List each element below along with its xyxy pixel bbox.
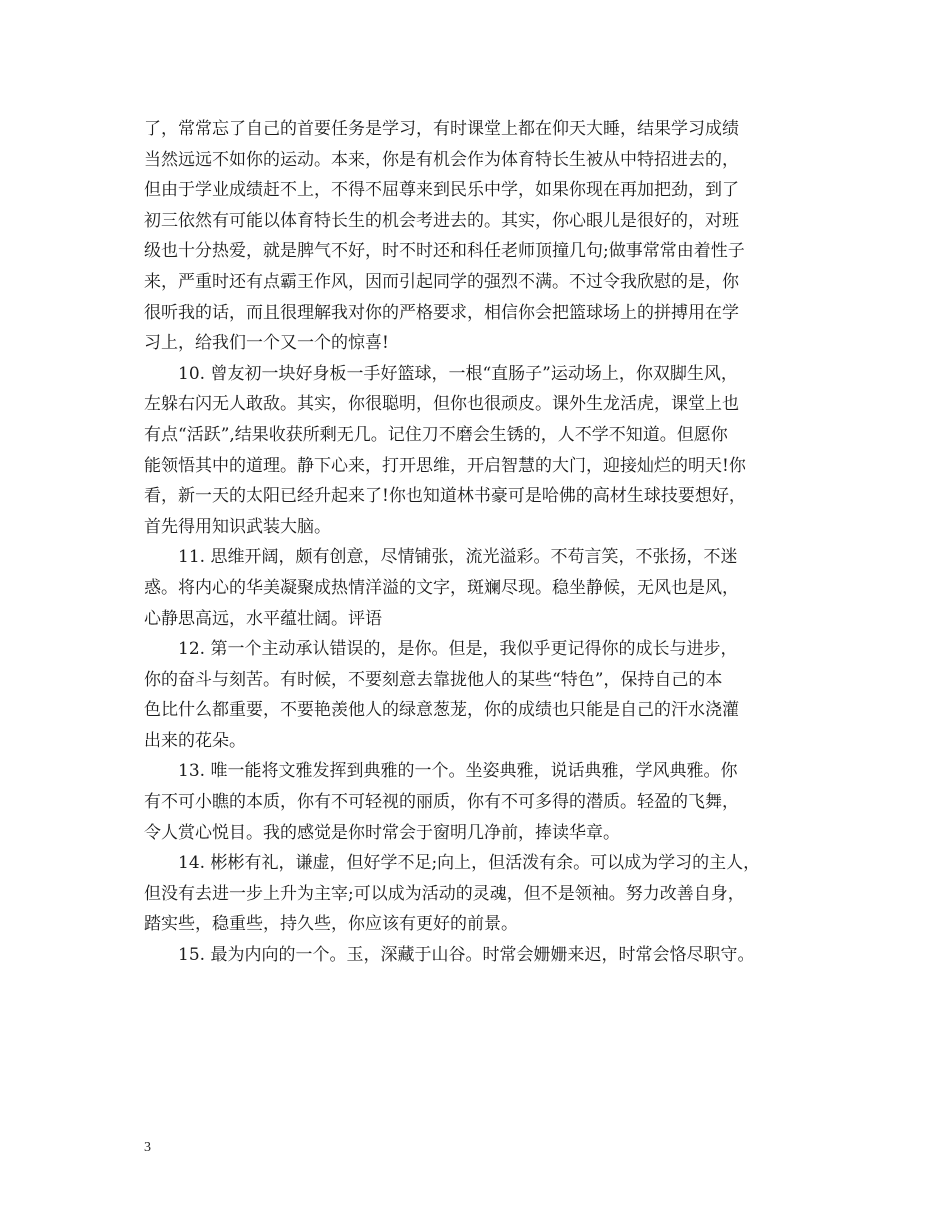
- page-number: 3: [144, 1140, 151, 1155]
- text-line: 但没有去进一步上升为主宰;可以成为活动的灵魂，但不是领袖。努力改善自身，: [144, 883, 745, 904]
- text-line: 惑。将内心的华美凝聚成热情洋溢的文字，斑斓尽现。稳坐静候，无风也是风，: [144, 577, 739, 598]
- text-line: 来，严重时还有点霸王作风，因而引起同学的强烈不满。不过令我欣慰的是，你: [144, 271, 739, 292]
- text-line: 了，常常忘了自己的首要任务是学习，有时课堂上都在仰天大睡，结果学习成绩: [144, 119, 739, 139]
- text-line: 级也十分热爱，就是脾气不好，时不时还和科任老师顶撞几句;做事常常由着性子: [144, 241, 745, 262]
- text-line: 能领悟其中的道理。静下心来，打开思维，开启智慧的大门，迎接灿烂的明天!你: [144, 455, 746, 476]
- text-line: 令人赏心悦目。我的感觉是你时常会于窗明几净前，捧读华章。: [144, 822, 620, 843]
- text-line: 当然远远不如你的运动。本来，你是有机会作为体育特长生被从中特招进去的，: [144, 149, 739, 170]
- text-line: 15. 最为内向的一个。玉，深藏于山谷。时常会姗姗来迟，时常会恪尽职守。: [178, 945, 755, 966]
- text-line: 初三依然有可能以体育特长生的机会考进去的。其实，你心眼儿是很好的，对班: [144, 210, 739, 231]
- document-body: [144, 114, 828, 971]
- text-line: 但由于学业成绩赶不上，不得不屈尊来到民乐中学，如果你现在再加把劲，到了: [144, 180, 739, 201]
- text-line: 心静思高远，水平蕴壮阔。评语: [144, 608, 382, 629]
- text-line: 习上，给我们一个又一个的惊喜!: [144, 333, 389, 354]
- text-line: 有不可小瞧的本质，你有不可轻视的丽质，你有不可多得的潜质。轻盈的飞舞，: [144, 792, 739, 813]
- text-line: 首先得用知识武装大脑。: [144, 516, 331, 537]
- text-line: 左躲右闪无人敢敌。其实，你很聪明，但你也很顽皮。课外生龙活虎，课堂上也: [144, 394, 739, 415]
- text-line: 12. 第一个主动承认错误的，是你。但是，我似乎更记得你的成长与进步，: [178, 639, 738, 660]
- text-line: 很听我的话，而且很理解我对你的严格要求，相信你会把篮球场上的拼搏用在学: [144, 302, 739, 323]
- text-line: 11. 思维开阔，颇有创意，尽情铺张，流光溢彩。不苟言笑，不张扬，不迷: [178, 547, 738, 568]
- text-line: 14. 彬彬有礼，谦虚，但好学不足;向上，但活泼有余。可以成为学习的主人，: [178, 853, 761, 874]
- text-line: 10. 曾友初一块好身板一手好篮球，一根“直肠子”运动场上，你双脚生风，: [178, 363, 738, 384]
- text-line: 有点“活跃”,结果收获所剩无几。记住刀不磨会生锈的，人不学不知道。但愿你: [144, 424, 728, 445]
- text-line: 你的奋斗与刻苦。有时候，不要刻意去靠拢他人的某些“特色”，保持自己的本: [144, 669, 723, 690]
- text-line: 出来的花朵。: [144, 730, 246, 751]
- text-line: 13. 唯一能将文雅发挥到典雅的一个。坐姿典雅，说话典雅，学风典雅。你: [178, 761, 738, 782]
- text-line: 色比什么都重要，不要艳羡他人的绿意葱茏，你的成绩也只能是自己的汗水浇灌: [144, 700, 739, 721]
- text-line: 看，新一天的太阳已经升起来了!你也知道林书豪可是哈佛的高材生球技要想好，: [144, 486, 746, 507]
- text-line: 踏实些，稳重些，持久些，你应该有更好的前景。: [144, 914, 518, 935]
